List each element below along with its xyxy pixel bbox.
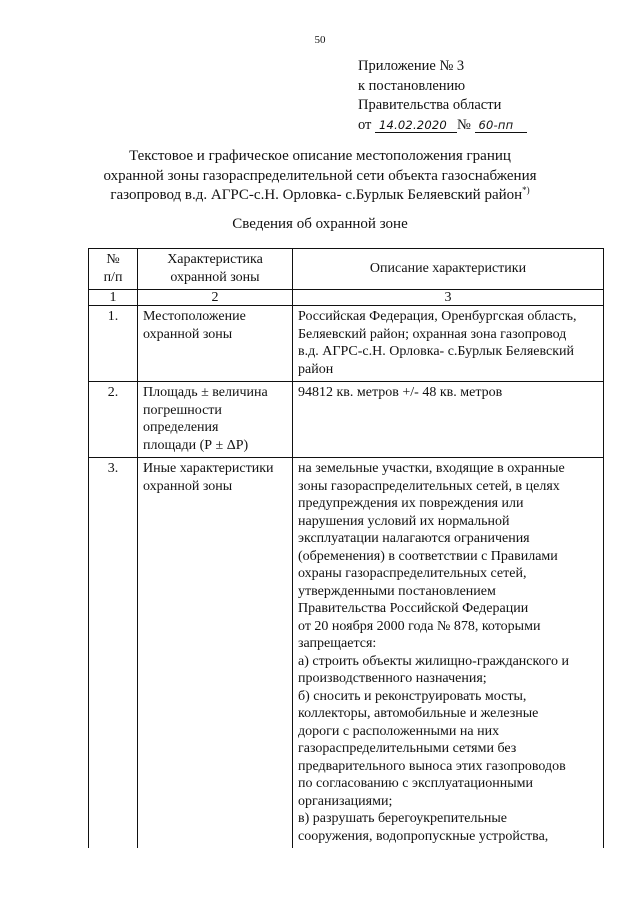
description-line: организациями;	[298, 793, 393, 809]
characteristic-line: определения	[143, 420, 219, 435]
number-sign: №	[457, 116, 471, 133]
header-description	[293, 249, 604, 290]
header-description-line-1: Описание характеристики	[369, 260, 527, 276]
description-line: а) строить объекты жилищно-гражданского и	[298, 653, 569, 669]
header-number-line-2: п/п	[103, 269, 123, 285]
description-line: газораспределительными сетями без	[298, 741, 517, 756]
description-line: Российская Федерация, Оренбургская область,	[298, 309, 577, 324]
appendix-government: Правительства области	[358, 97, 502, 113]
characteristic-line: охранной зоны	[143, 478, 233, 494]
description-line: Беляевский район; охранная зона газопровод	[298, 326, 567, 342]
description-line: сооружения, водопропускные устройства,	[298, 828, 549, 844]
description-line: Правительства Российской Федерации	[298, 601, 529, 616]
table-header-row	[89, 249, 604, 290]
row-number: 2.	[89, 382, 138, 458]
handwritten-number: 60-пп	[475, 118, 527, 133]
title-line-3	[90, 186, 550, 206]
row-description	[293, 306, 604, 382]
document-title	[90, 147, 550, 206]
handwritten-date: 14.02.2020	[375, 118, 457, 133]
description-line: утвержденными постановлением	[298, 583, 496, 599]
appendix-to-resolution: к постановлению	[358, 77, 466, 94]
characteristic-line: площади (Р ± ΔР)	[143, 437, 249, 453]
table-row	[89, 306, 604, 382]
column-number-2: 2	[138, 290, 293, 306]
description-line: эксплуатации налагаются ограничения	[298, 531, 530, 546]
row-characteristic	[138, 306, 293, 382]
table-row	[89, 458, 604, 849]
row-number: 1.	[89, 306, 138, 382]
characteristic-line: охранной зоны	[143, 326, 233, 342]
description-line: охраны газораспределительных сетей,	[298, 566, 527, 581]
column-number-row	[89, 290, 604, 306]
row-characteristic	[138, 382, 293, 458]
description-line: дороги с расположенными на них	[298, 723, 500, 739]
description-line: в.д. АГРС-с.Н. Орловка- с.Бурлык Беляевский	[298, 344, 575, 359]
footnote-mark: *)	[522, 185, 530, 195]
characteristic-line: Площадь ± величина	[143, 385, 268, 400]
characteristic-line: Местоположение	[143, 309, 246, 324]
appendix-date-line	[358, 116, 527, 136]
characteristic-line: Иные характеристики	[143, 461, 274, 476]
description-line: производственного назначения;	[298, 671, 487, 686]
description-line: коллекторы, автомобильные и железные	[298, 706, 539, 721]
header-characteristic-line-1: Характеристика	[167, 252, 263, 267]
description-line: на земельные участки, входящие в охранные	[298, 461, 565, 476]
description-line: запрещается:	[298, 636, 377, 651]
description-line: в) разрушать берегоукрепительные	[298, 811, 508, 826]
table-row	[89, 382, 604, 458]
appendix-title: Приложение № 3	[358, 58, 465, 74]
protection-zone-table	[88, 248, 604, 848]
column-number-1: 1	[89, 290, 138, 306]
header-characteristic-line-2: охранной зоны	[170, 269, 260, 285]
section-subtitle: Сведения об охранной зоне	[232, 216, 408, 232]
column-number-3: 3	[293, 290, 604, 306]
title-line-2: охранной зоны газораспределительной сети объекта газоснабжения	[103, 167, 537, 184]
title-line-3-text: газопровод в.д. АГРС-с.Н. Орловка- с.Бурлык Беляевский район	[110, 187, 523, 203]
description-line: зоны газораспределительных сетей, в целях	[298, 478, 560, 494]
header-characteristic	[138, 249, 293, 290]
description-line: по согласованию с эксплуатационными	[298, 776, 533, 791]
description-line: б) сносить и реконструировать мосты,	[298, 688, 527, 704]
description-line: (обременения) в соответствии с Правилами	[298, 548, 558, 564]
row-characteristic	[138, 458, 293, 849]
page-number: 50	[314, 34, 326, 46]
description-line: предварительного выноса этих газопроводов	[298, 758, 566, 774]
date-prefix: от	[358, 116, 372, 133]
row-description	[293, 458, 604, 849]
row-number: 3.	[89, 458, 138, 849]
appendix-block	[358, 57, 527, 135]
description-line: 94812 кв. метров +/- 48 кв. метров	[298, 385, 503, 400]
row-description	[293, 382, 604, 458]
description-line: район	[298, 361, 334, 377]
characteristic-line: погрешности	[143, 402, 222, 418]
description-line: предупреждения их повреждения или	[298, 496, 524, 511]
description-line: от 20 ноября 2000 года № 878, которыми	[298, 618, 541, 634]
description-line: нарушения условий их нормальной	[298, 513, 510, 529]
header-number-line-1: №	[106, 252, 120, 267]
header-number	[89, 249, 138, 290]
title-line-1: Текстовое и графическое описание местоположения границ	[129, 148, 511, 164]
